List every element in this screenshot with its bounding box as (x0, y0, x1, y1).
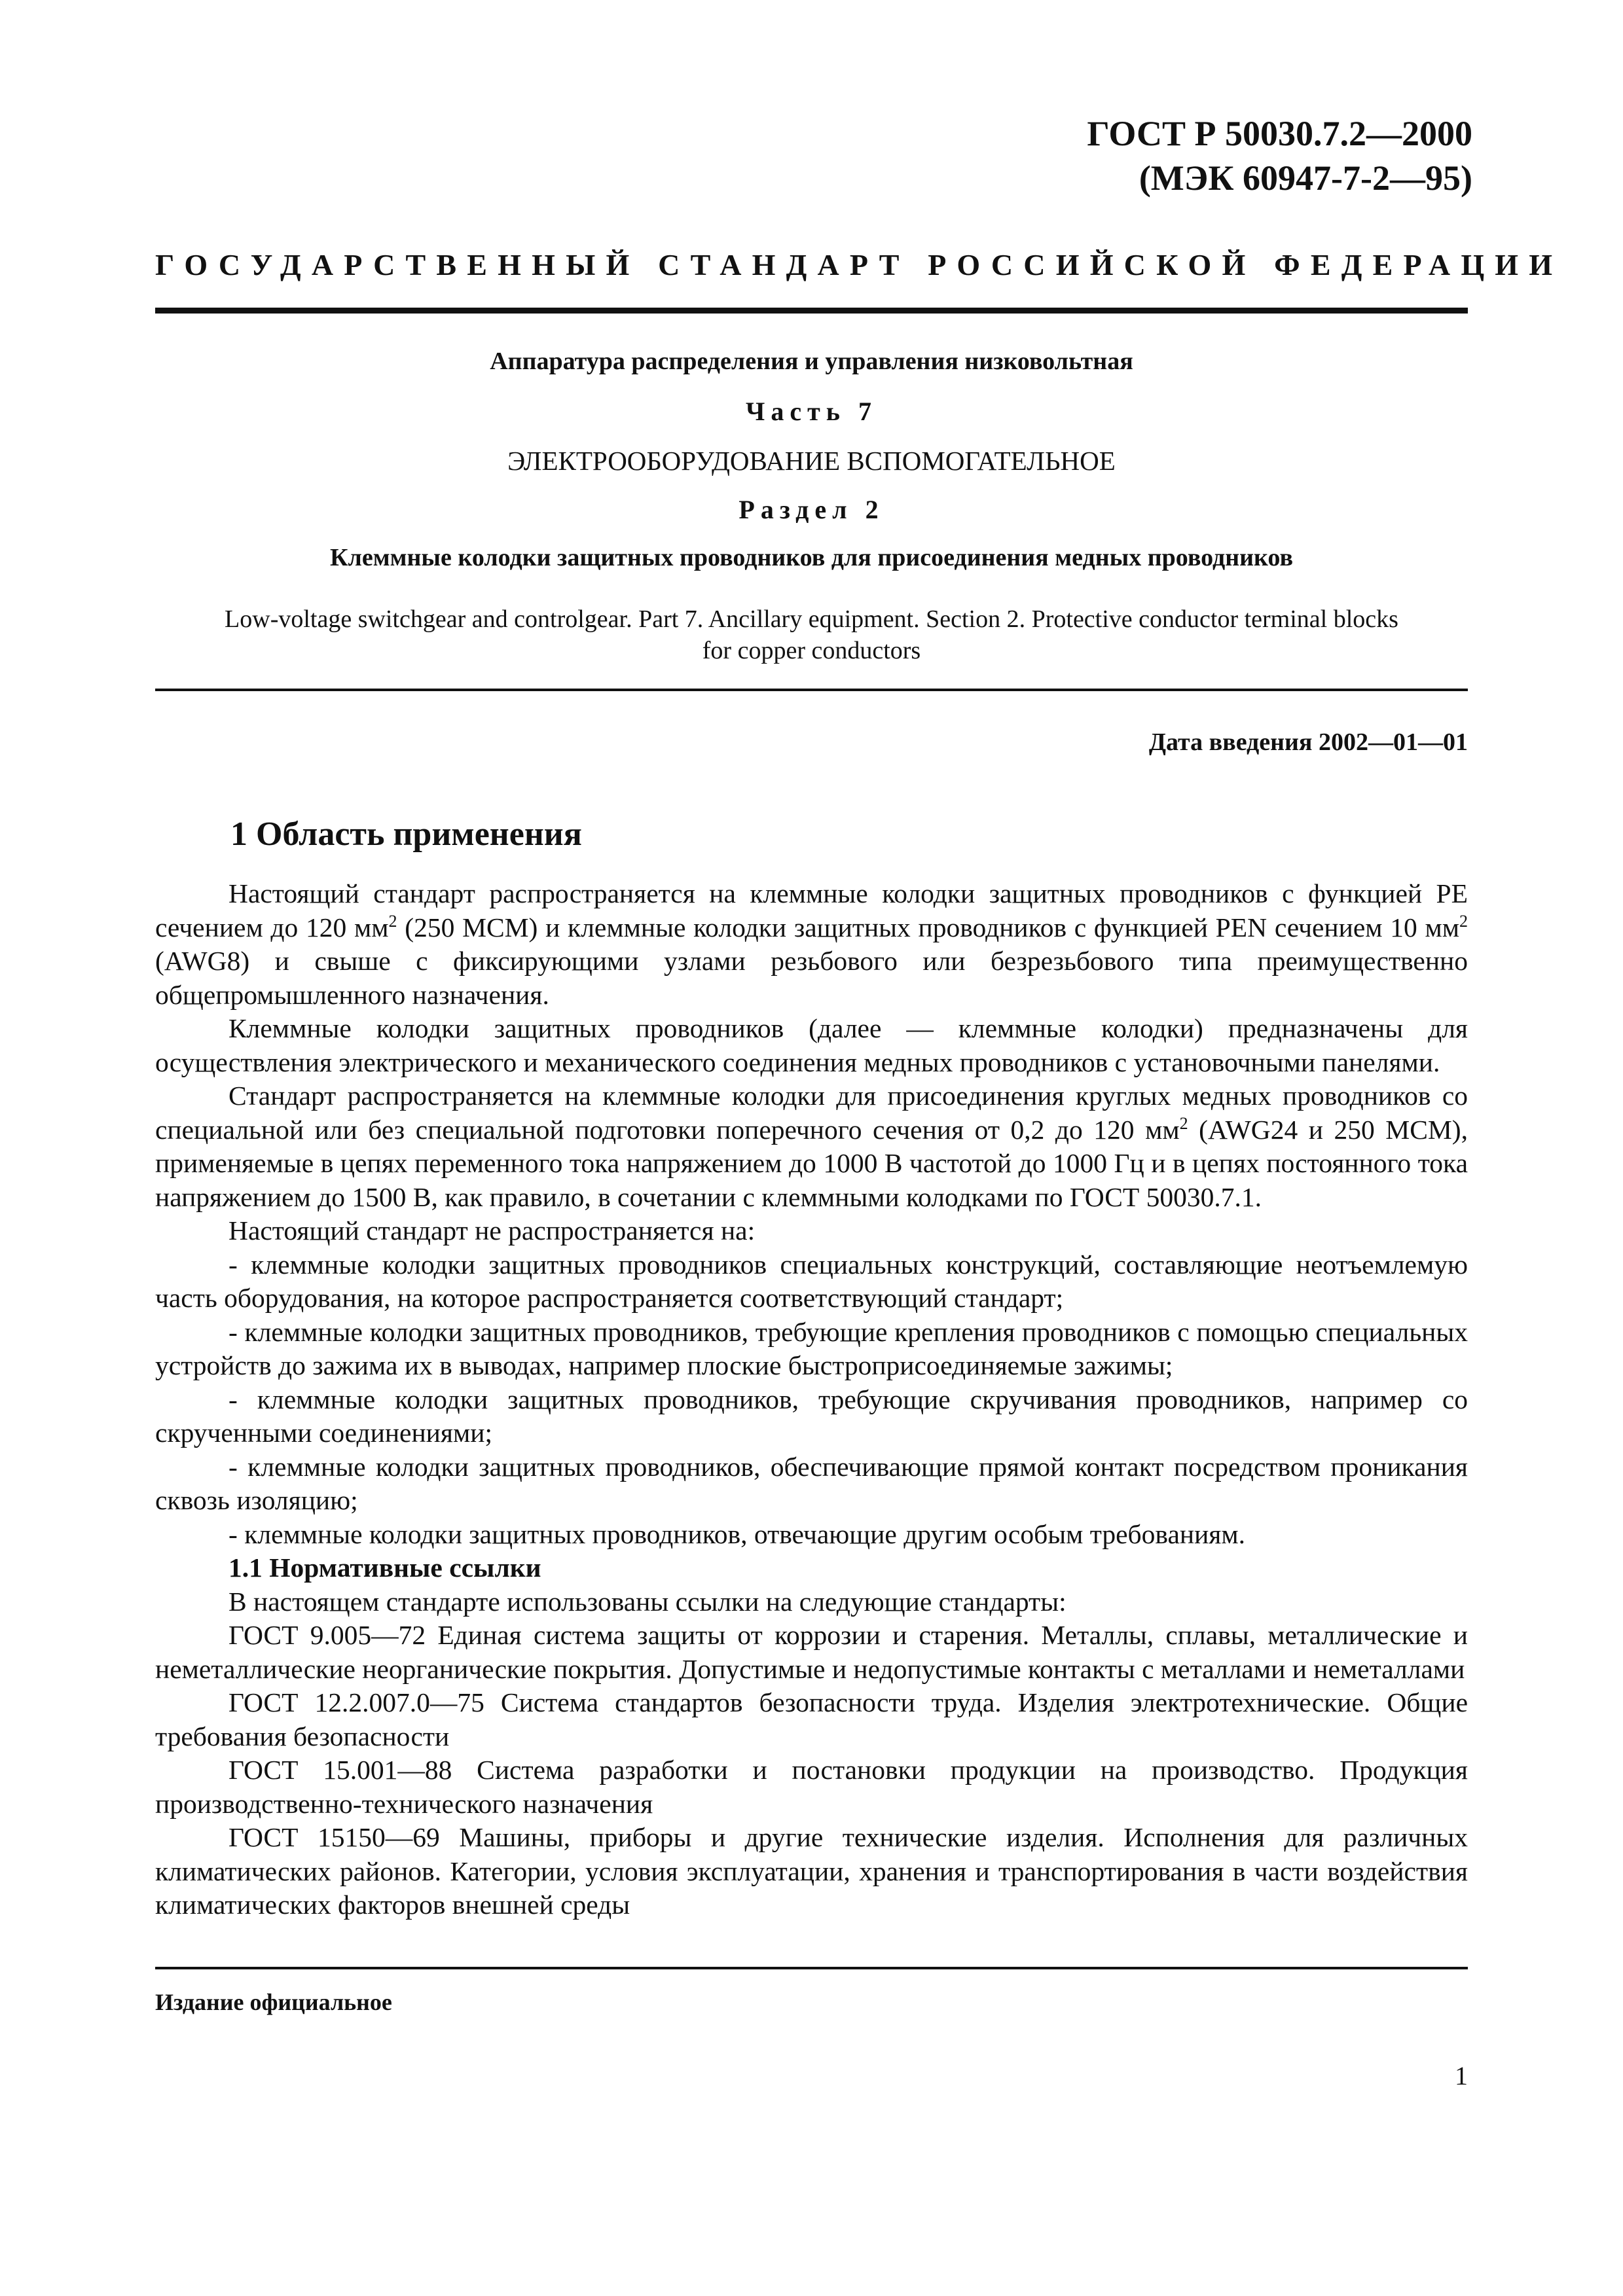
standard-code: ГОСТ Р 50030.7.2—2000 (1087, 114, 1472, 153)
paragraph-scope: Настоящий стандарт распространяется на клеммные колодки защитных проводников с функцией PE сечением до 120 $мм^2$ (250 MCM) и клеммные колодки защитных проводников с функцией PEN сечением 10 $мм^2$ (AWG8) и свыше с фиксирующими узлами резьбового или безрезьбового типа преимущественно общепромышленного назначения. (155, 878, 1468, 1010)
body-text (155, 877, 1468, 1922)
english-title-line-2: for copper conductors (702, 637, 921, 664)
list-item: - клеммные колодки защитных проводников, требующие скручивания проводников, например со скрученными соединениями; (155, 1384, 1468, 1448)
paragraph-application: Стандарт распространяется на клеммные колодки для присоединения круглых медных проводников со специальной или без специальной подготовки поперечного сечения от 0,2 до 120 $мм^2$ (AWG24 и 250 MCM), применяемые в цепях переменного тока напряжением до 1000 В частотой до 1000 Гц и в цепях постоянного тока напряжением до 1500 В, как правило, в сочетании с клеммными колодками по ГОСТ 50030.7.1. (155, 1081, 1468, 1212)
reference-item: ГОСТ 12.2.007.0—75 Система стандартов безопасности труда. Изделия электротехнические. Общие требования безопасности (155, 1687, 1468, 1751)
footer-rule (155, 1967, 1468, 1969)
header-rule (155, 308, 1468, 314)
standard-code-block (1087, 111, 1472, 200)
english-title-line-1: Low-voltage switchgear and controlgear. Part 7. Ancillary equipment. Section 2. Protective conductor terminal blocks (225, 605, 1398, 633)
list-item: - клеммные колодки защитных проводников, требующие крепления проводников с помощью специальных устройств до зажима их в выводах, например плоские быстроприсоединяемые зажимы; (155, 1316, 1468, 1380)
part-name: ЭЛЕКТРООБОРУДОВАНИЕ ВСПОМОГАТЕЛЬНОЕ (507, 446, 1116, 476)
english-title (155, 603, 1468, 666)
list-item: - клеммные колодки защитных проводников специальных конструкций, составляющие неотъемлемую часть оборудования, на которое распространяется соответствующий стандарт; (155, 1249, 1468, 1313)
paragraph-purpose: Клеммные колодки защитных проводников (далее — клеммные колодки) предназначены для осуществления электрического и механического соединения медных проводников с установочными панелями. (155, 1013, 1468, 1077)
title-line: Аппаратура распределения и управления низковольтная (490, 348, 1133, 375)
part-label: Часть 7 (746, 397, 877, 426)
reference-item: ГОСТ 15150—69 Машины, приборы и другие технические изделия. Исполнения для различных климатических районов. Категории, условия эксплуатации, хранения и транспортирования в части воздействия климатических факторов внешней среды (155, 1822, 1468, 1920)
introduction-date: Дата введения 2002—01—01 (1148, 728, 1468, 756)
references-intro: В настоящем стандарте использованы ссылки на следующие стандарты: (228, 1586, 1067, 1617)
list-item: - клеммные колодки защитных проводников, отвечающие другим особым требованиям. (228, 1518, 1246, 1549)
section-label: Раздел 2 (739, 495, 884, 524)
paragraph-exclusions: Настоящий стандарт не распространяется на: (228, 1215, 756, 1246)
reference-item: ГОСТ 15.001—88 Система разработки и постановки продукции на производство. Продукция производственно-технического назначения (155, 1755, 1468, 1819)
page-number: 1 (1455, 2061, 1468, 2090)
list-item: - клеммные колодки защитных проводников, обеспечивающие прямой контакт посредством проникания сквозь изоляцию; (155, 1451, 1468, 1515)
section-name: Клеммные колодки защитных проводников для присоединения медных проводников (329, 544, 1293, 571)
title-rule (155, 689, 1468, 691)
subsection-heading: 1.1 Нормативные ссылки (228, 1552, 541, 1583)
reference-item: ГОСТ 9.005—72 Единая система защиты от коррозии и старения. Металлы, сплавы, металлические и неметаллические неорганические покрытия. Допустимые и недопустимые контакты с металлами и неметаллами (155, 1620, 1468, 1684)
iec-code: (МЭК 60947-7-2—95) (1139, 158, 1472, 198)
official-edition-label: Издание официальное (155, 1989, 392, 2015)
section-heading: 1 Область применения (230, 816, 582, 853)
state-standard-title: ГОСУДАРСТВЕННЫЙ СТАНДАРТ РОССИЙСКОЙ ФЕДЕРАЦИИ (155, 248, 1563, 281)
